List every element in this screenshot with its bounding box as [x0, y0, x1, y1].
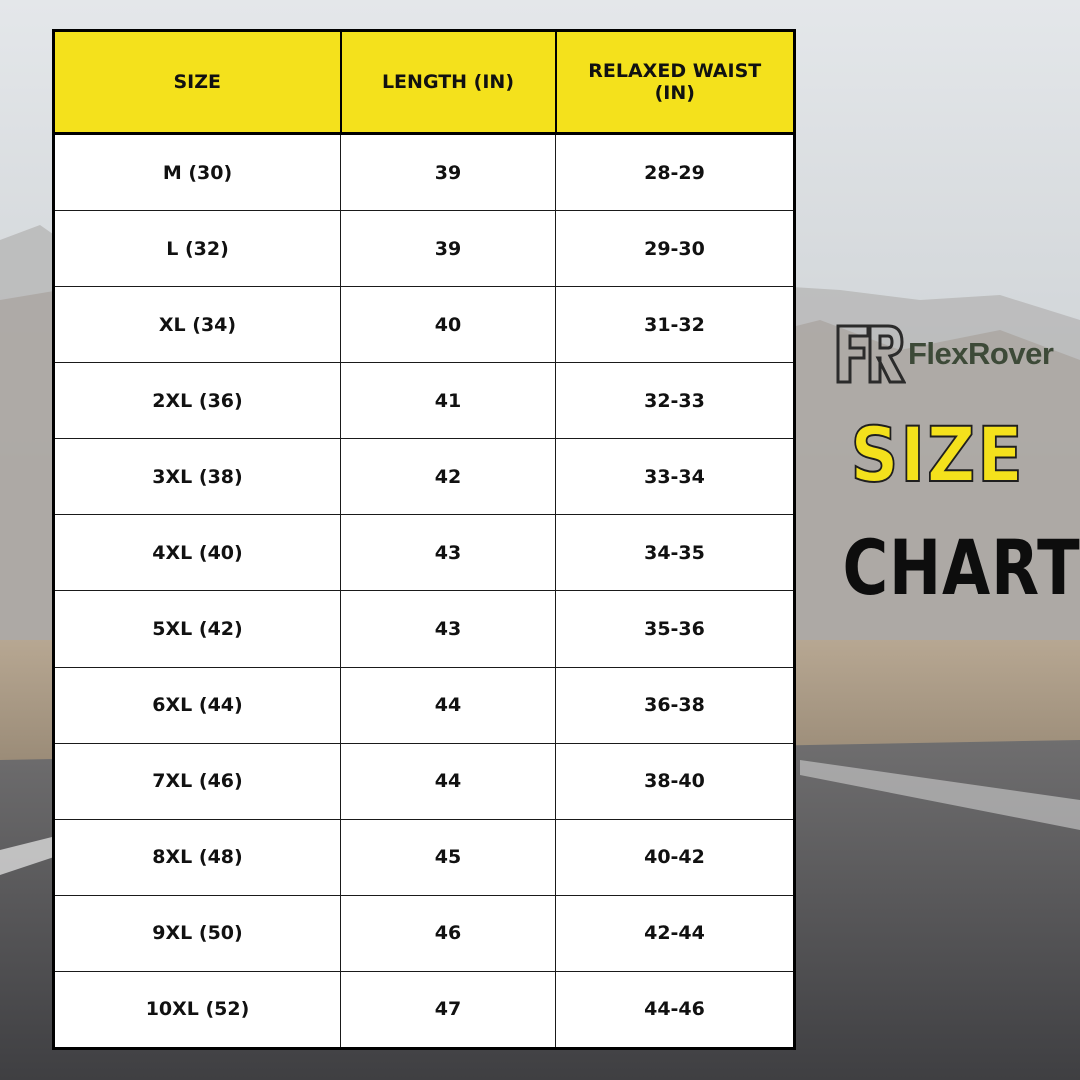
cell-length: 43 [341, 591, 556, 667]
cell-waist: 28-29 [556, 134, 795, 211]
table-row [54, 287, 795, 363]
cell-waist: 33-34 [556, 439, 795, 515]
table-row [54, 591, 795, 667]
cell-length: 43 [341, 515, 556, 591]
cell-length: 42 [341, 439, 556, 515]
cell-length: 47 [341, 971, 556, 1048]
cell-waist: 38-40 [556, 743, 795, 819]
table-body [54, 134, 795, 1049]
title-size-word: SIZE [850, 410, 1025, 499]
header-size: SIZE [54, 31, 341, 134]
cell-size: 6XL (44) [54, 667, 341, 743]
table-row [54, 819, 795, 895]
cell-size: L (32) [54, 211, 341, 287]
cell-waist: 34-35 [556, 515, 795, 591]
cell-length: 44 [341, 667, 556, 743]
cell-size: 9XL (50) [54, 895, 341, 971]
cell-size: 7XL (46) [54, 743, 341, 819]
cell-size: 2XL (36) [54, 363, 341, 439]
table-row [54, 134, 795, 211]
size-chart-table [52, 29, 796, 1050]
table-row [54, 743, 795, 819]
table-row [54, 895, 795, 971]
cell-waist: 44-46 [556, 971, 795, 1048]
table-row [54, 439, 795, 515]
cell-size: 8XL (48) [54, 819, 341, 895]
table-row [54, 971, 795, 1048]
header-length: LENGTH (IN) [341, 31, 556, 134]
table-row [54, 363, 795, 439]
cell-waist: 31-32 [556, 287, 795, 363]
cell-waist: 32-33 [556, 363, 795, 439]
brand-logo [834, 322, 1054, 386]
cell-size: 5XL (42) [54, 591, 341, 667]
table-header [54, 31, 795, 134]
table-row [54, 211, 795, 287]
cell-length: 39 [341, 134, 556, 211]
cell-waist: 35-36 [556, 591, 795, 667]
cell-length: 45 [341, 819, 556, 895]
cell-size: XL (34) [54, 287, 341, 363]
cell-size: M (30) [54, 134, 341, 211]
cell-size: 4XL (40) [54, 515, 341, 591]
cell-size: 10XL (52) [54, 971, 341, 1048]
cell-waist: 40-42 [556, 819, 795, 895]
header-row [54, 31, 795, 134]
fr-logo-mark-icon [834, 322, 906, 386]
cell-length: 40 [341, 287, 556, 363]
title-chart-word: CHART [842, 523, 1080, 612]
cell-size: 3XL (38) [54, 439, 341, 515]
header-relaxed-waist: RELAXED WAIST (IN) [556, 31, 795, 134]
cell-length: 44 [341, 743, 556, 819]
cell-length: 46 [341, 895, 556, 971]
cell-waist: 42-44 [556, 895, 795, 971]
cell-length: 39 [341, 211, 556, 287]
cell-waist: 29-30 [556, 211, 795, 287]
table-row [54, 667, 795, 743]
cell-waist: 36-38 [556, 667, 795, 743]
brand-name: FlexRover [908, 336, 1054, 371]
cell-length: 41 [341, 363, 556, 439]
table-row [54, 515, 795, 591]
